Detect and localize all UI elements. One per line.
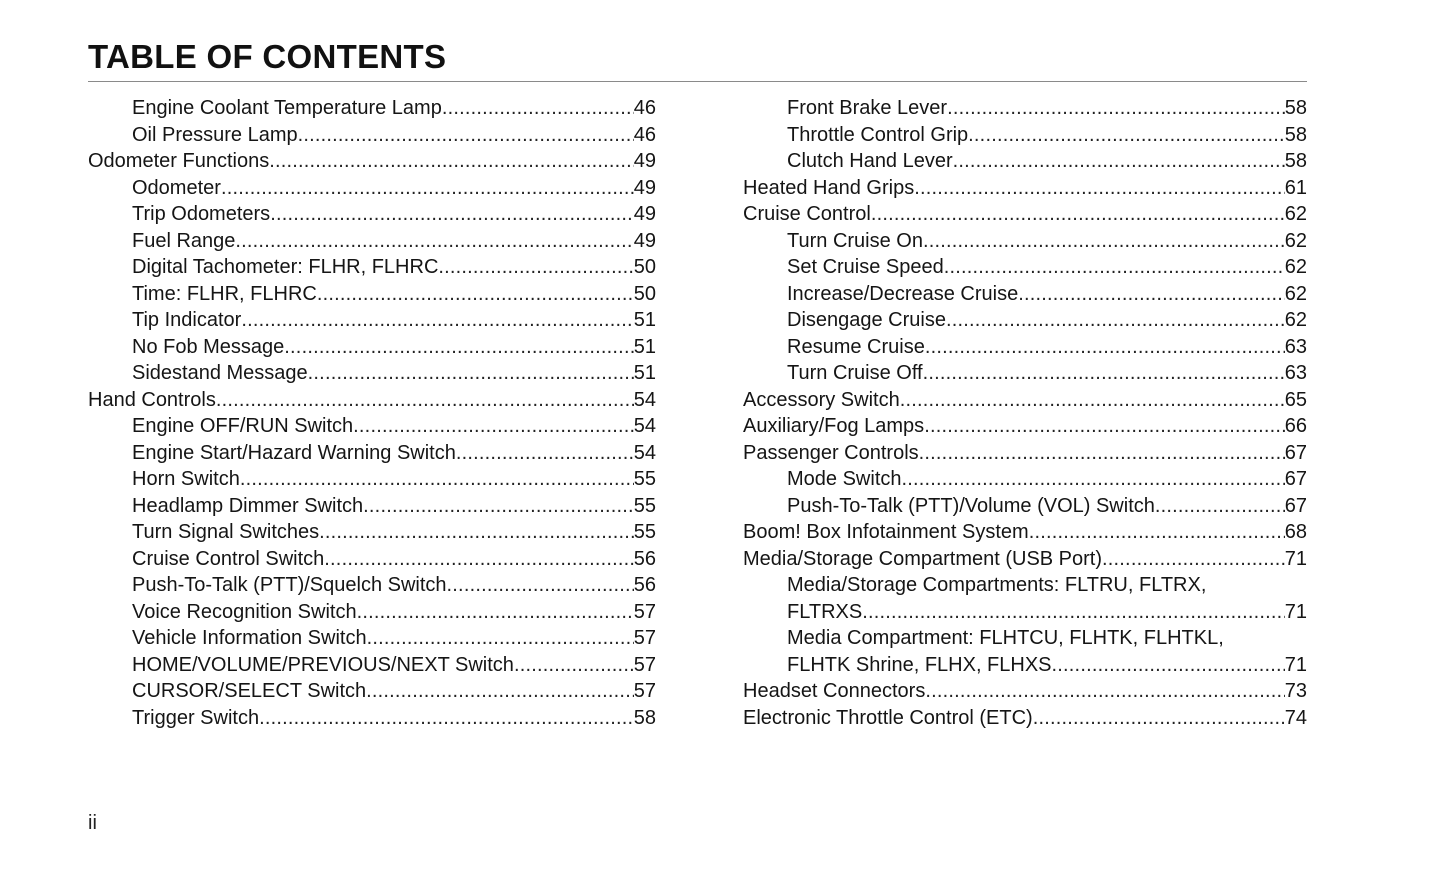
toc-entry-label: Trigger Switch (132, 706, 260, 729)
dot-leader (442, 95, 634, 122)
toc-entry[interactable] (88, 387, 656, 414)
toc-entry-page: 54 (633, 415, 656, 437)
toc-entry-label: HOME/VOLUME/PREVIOUS/NEXT Switch (132, 653, 514, 676)
toc-entry[interactable] (743, 175, 1307, 202)
toc-entry-label: Media/Storage Compartments: FLTRU, FLTRX, (787, 574, 1207, 596)
toc-entry-label: Push-To-Talk (PTT)/Volume (VOL) Switch (787, 494, 1155, 517)
toc-entry-page: 49 (633, 229, 656, 252)
toc-entry-page: 61 (1284, 176, 1307, 199)
dot-leader (317, 281, 634, 308)
toc-entry[interactable] (743, 413, 1307, 440)
toc-entry[interactable] (743, 387, 1307, 414)
toc-entry-page: 62 (1284, 309, 1307, 331)
toc-entry[interactable] (743, 678, 1307, 705)
toc-entry[interactable] (743, 360, 1307, 387)
toc-entry[interactable] (88, 466, 656, 493)
toc-entry-label: Sidestand Message (132, 362, 308, 384)
toc-left-column (88, 95, 656, 731)
dot-leader (357, 599, 634, 626)
dot-leader (1052, 652, 1285, 679)
toc-entry[interactable] (88, 705, 656, 732)
toc-entry[interactable] (743, 201, 1307, 228)
toc-entry-label: Engine Coolant Temperature Lamp (132, 97, 442, 119)
toc-entry-label: Time: FLHR, FLHRC (132, 282, 317, 305)
toc-entry-page: 66 (1284, 415, 1307, 437)
toc-entry-page: 55 (633, 468, 656, 490)
toc-entry[interactable] (743, 519, 1307, 546)
toc-entry[interactable] (743, 95, 1307, 122)
toc-entry-page: 56 (633, 547, 656, 570)
toc-entry-page: 49 (633, 203, 656, 225)
toc-entry[interactable] (743, 254, 1307, 281)
toc-entry[interactable] (743, 572, 1307, 599)
toc-entry-page: 62 (1284, 256, 1307, 278)
toc-entry-label: Clutch Hand Lever (787, 150, 953, 172)
toc-entry[interactable] (743, 440, 1307, 467)
toc-entry-label: Media/Storage Compartment (USB Port) (743, 547, 1103, 570)
toc-entry-label: Media Compartment: FLHTCU, FLHTK, FLHTKL, (787, 627, 1224, 649)
toc-entry-label: Front Brake Lever (787, 97, 948, 119)
toc-entry-label: Heated Hand Grips (743, 176, 915, 199)
toc-entry-page: 49 (633, 176, 656, 199)
dot-leader (298, 122, 634, 149)
toc-entry-label: Headset Connectors (743, 680, 926, 702)
toc-entry-label: Turn Signal Switches (132, 521, 320, 543)
toc-entry[interactable] (88, 360, 656, 387)
toc-entry-label: Accessory Switch (743, 388, 900, 411)
dot-leader (241, 307, 633, 334)
toc-entry[interactable] (88, 652, 656, 679)
toc-entry[interactable] (743, 122, 1307, 149)
toc-entry[interactable] (88, 175, 656, 202)
toc-entry-page: 58 (633, 706, 656, 729)
toc-entry[interactable] (88, 334, 656, 361)
toc-entry-label: Hand Controls (88, 388, 216, 411)
toc-entry-page: 68 (1284, 521, 1307, 543)
toc-entry-page: 54 (633, 388, 656, 411)
dot-leader (871, 201, 1285, 228)
dot-leader (914, 175, 1285, 202)
toc-entry[interactable] (743, 228, 1307, 255)
toc-entry-page: 63 (1284, 335, 1307, 358)
toc-entry-page: 51 (633, 362, 656, 384)
dot-leader (923, 228, 1285, 255)
dot-leader (284, 334, 633, 361)
dot-leader (862, 599, 1285, 626)
toc-entry-page: 55 (633, 494, 656, 517)
dot-leader (923, 360, 1285, 387)
toc-entry-page: 57 (633, 680, 656, 702)
dot-leader (367, 625, 634, 652)
toc-entry[interactable] (743, 466, 1307, 493)
toc-entry[interactable] (88, 281, 656, 308)
toc-entry-page: 50 (633, 282, 656, 305)
toc-entry[interactable] (743, 148, 1307, 175)
dot-leader (353, 413, 634, 440)
page-title: TABLE OF CONTENTS (88, 38, 447, 75)
toc-entry[interactable] (743, 493, 1307, 520)
toc-entry[interactable] (88, 228, 656, 255)
toc-entry[interactable] (88, 493, 656, 520)
dot-leader (308, 360, 634, 387)
toc-entry-label: Boom! Box Infotainment System (743, 521, 1029, 543)
toc-entry-page: 74 (1284, 706, 1307, 729)
toc-entry-label: Headlamp Dimmer Switch (132, 494, 364, 517)
toc-entry[interactable] (88, 95, 656, 122)
toc-right-column (743, 95, 1307, 731)
dot-leader (324, 546, 633, 573)
title-divider (88, 81, 1307, 82)
page-number: ii (88, 812, 97, 834)
toc-entry[interactable] (743, 307, 1307, 334)
toc-entry-label: Cruise Control Switch (132, 547, 325, 570)
toc-entry-label: Engine OFF/RUN Switch (132, 415, 354, 437)
toc-entry-label: Tip Indicator (132, 309, 242, 331)
dot-leader (447, 572, 634, 599)
toc-entry[interactable] (743, 546, 1307, 573)
dot-leader (925, 334, 1285, 361)
toc-entry-page: 67 (1284, 468, 1307, 490)
toc-entry-label: Passenger Controls (743, 441, 919, 464)
toc-entry-page: 73 (1284, 680, 1307, 702)
toc-entry[interactable] (743, 705, 1307, 732)
dot-leader (319, 519, 634, 546)
dot-leader (269, 148, 634, 175)
toc-entry[interactable] (743, 334, 1307, 361)
dot-leader (1018, 281, 1285, 308)
toc-entry-page: 55 (633, 521, 656, 543)
dot-leader (270, 201, 634, 228)
toc-entry-label: Turn Cruise Off (787, 362, 923, 384)
toc-entry-page: 57 (633, 627, 656, 649)
dot-leader (1155, 493, 1285, 520)
dot-leader (925, 678, 1284, 705)
toc-entry-page: 58 (1284, 123, 1307, 146)
toc-entry-page: 62 (1284, 229, 1307, 252)
dot-leader (363, 493, 634, 520)
dot-leader (968, 122, 1285, 149)
toc-entry-page: 71 (1284, 547, 1307, 570)
toc-entry-page: 57 (633, 653, 656, 676)
dot-leader (514, 652, 634, 679)
toc-entry[interactable] (88, 307, 656, 334)
toc-entry-page: 56 (633, 574, 656, 596)
toc-entry-label: Odometer (132, 176, 221, 199)
toc-entry-label: Digital Tachometer: FLHR, FLHRC (132, 256, 439, 278)
toc-entry[interactable] (88, 599, 656, 626)
toc-entry-page: 51 (633, 335, 656, 358)
toc-entry[interactable] (743, 599, 1307, 626)
toc-entry[interactable] (88, 440, 656, 467)
toc-entry-label: Mode Switch (787, 468, 902, 490)
toc-entry-label: Trip Odometers (132, 203, 271, 225)
toc-entry[interactable] (88, 572, 656, 599)
dot-leader (919, 440, 1285, 467)
toc-entry-label: FLTRXS (787, 600, 863, 623)
dot-leader (235, 228, 633, 255)
toc-entry[interactable] (88, 625, 656, 652)
dot-leader (216, 387, 634, 414)
toc-entry-label: FLHTK Shrine, FLHX, FLHXS (787, 653, 1052, 676)
toc-entry-page: 50 (633, 256, 656, 278)
dot-leader (1102, 546, 1285, 573)
toc-entry-page: 46 (633, 97, 656, 119)
toc-entry-label: Electronic Throttle Control (ETC) (743, 706, 1033, 729)
toc-entry-label: Turn Cruise On (787, 229, 923, 252)
dot-leader (259, 705, 634, 732)
toc-entry-label: Vehicle Information Switch (132, 627, 367, 649)
dot-leader (240, 466, 634, 493)
toc-entry-label: Oil Pressure Lamp (132, 123, 298, 146)
toc-entry-page: 65 (1284, 388, 1307, 411)
toc-entry[interactable] (88, 254, 656, 281)
toc-entry-page: 57 (633, 600, 656, 623)
toc-entry-label: Auxiliary/Fog Lamps (743, 415, 925, 437)
dot-leader (946, 307, 1285, 334)
toc-entry[interactable] (88, 413, 656, 440)
toc-entry[interactable] (743, 625, 1307, 652)
toc-entry-label: Engine Start/Hazard Warning Switch (132, 441, 456, 464)
dot-leader (924, 413, 1285, 440)
toc-entry[interactable] (743, 281, 1307, 308)
toc-entry[interactable] (88, 546, 656, 573)
dot-leader (944, 254, 1285, 281)
toc-entry[interactable] (743, 652, 1307, 679)
toc-entry-label: CURSOR/SELECT Switch (132, 680, 367, 702)
toc-entry-page: 51 (633, 309, 656, 331)
toc-entry-page: 71 (1284, 600, 1307, 623)
dot-leader (1033, 705, 1285, 732)
toc-entry-label: No Fob Message (132, 335, 285, 358)
toc-entry-page: 49 (633, 150, 656, 172)
toc-entry-label: Voice Recognition Switch (132, 600, 357, 623)
toc-entry-label: Disengage Cruise (787, 309, 946, 331)
toc-entry[interactable] (88, 519, 656, 546)
toc-entry[interactable] (88, 148, 656, 175)
dot-leader (902, 466, 1285, 493)
toc-entry[interactable] (88, 678, 656, 705)
toc-entry-page: 63 (1284, 362, 1307, 384)
toc-entry-label: Odometer Functions (88, 150, 270, 172)
dot-leader (953, 148, 1285, 175)
toc-entry-page: 67 (1284, 494, 1307, 517)
dot-leader (221, 175, 634, 202)
toc-entry-label: Push-To-Talk (PTT)/Squelch Switch (132, 574, 447, 596)
toc-entry-page: 67 (1284, 441, 1307, 464)
dot-leader (1029, 519, 1285, 546)
toc-entry-page: 58 (1284, 150, 1307, 172)
toc-entry-page: 71 (1284, 653, 1307, 676)
toc-entry-label: Fuel Range (132, 229, 236, 252)
toc-entry-label: Throttle Control Grip (787, 123, 969, 146)
dot-leader (900, 387, 1285, 414)
toc-entry-label: Resume Cruise (787, 335, 925, 358)
toc-entry-label: Increase/Decrease Cruise (787, 282, 1019, 305)
dot-leader (947, 95, 1285, 122)
toc-entry-page: 46 (633, 123, 656, 146)
toc-entry-label: Set Cruise Speed (787, 256, 944, 278)
dot-leader (366, 678, 634, 705)
toc-entry[interactable] (88, 122, 656, 149)
toc-entry[interactable] (88, 201, 656, 228)
toc-entry-page: 62 (1284, 203, 1307, 225)
dot-leader (438, 254, 633, 281)
toc-entry-page: 62 (1284, 282, 1307, 305)
toc-entry-page: 58 (1284, 97, 1307, 119)
toc-entry-label: Horn Switch (132, 468, 240, 490)
toc-entry-label: Cruise Control (743, 203, 871, 225)
dot-leader (456, 440, 634, 467)
toc-entry-page: 54 (633, 441, 656, 464)
